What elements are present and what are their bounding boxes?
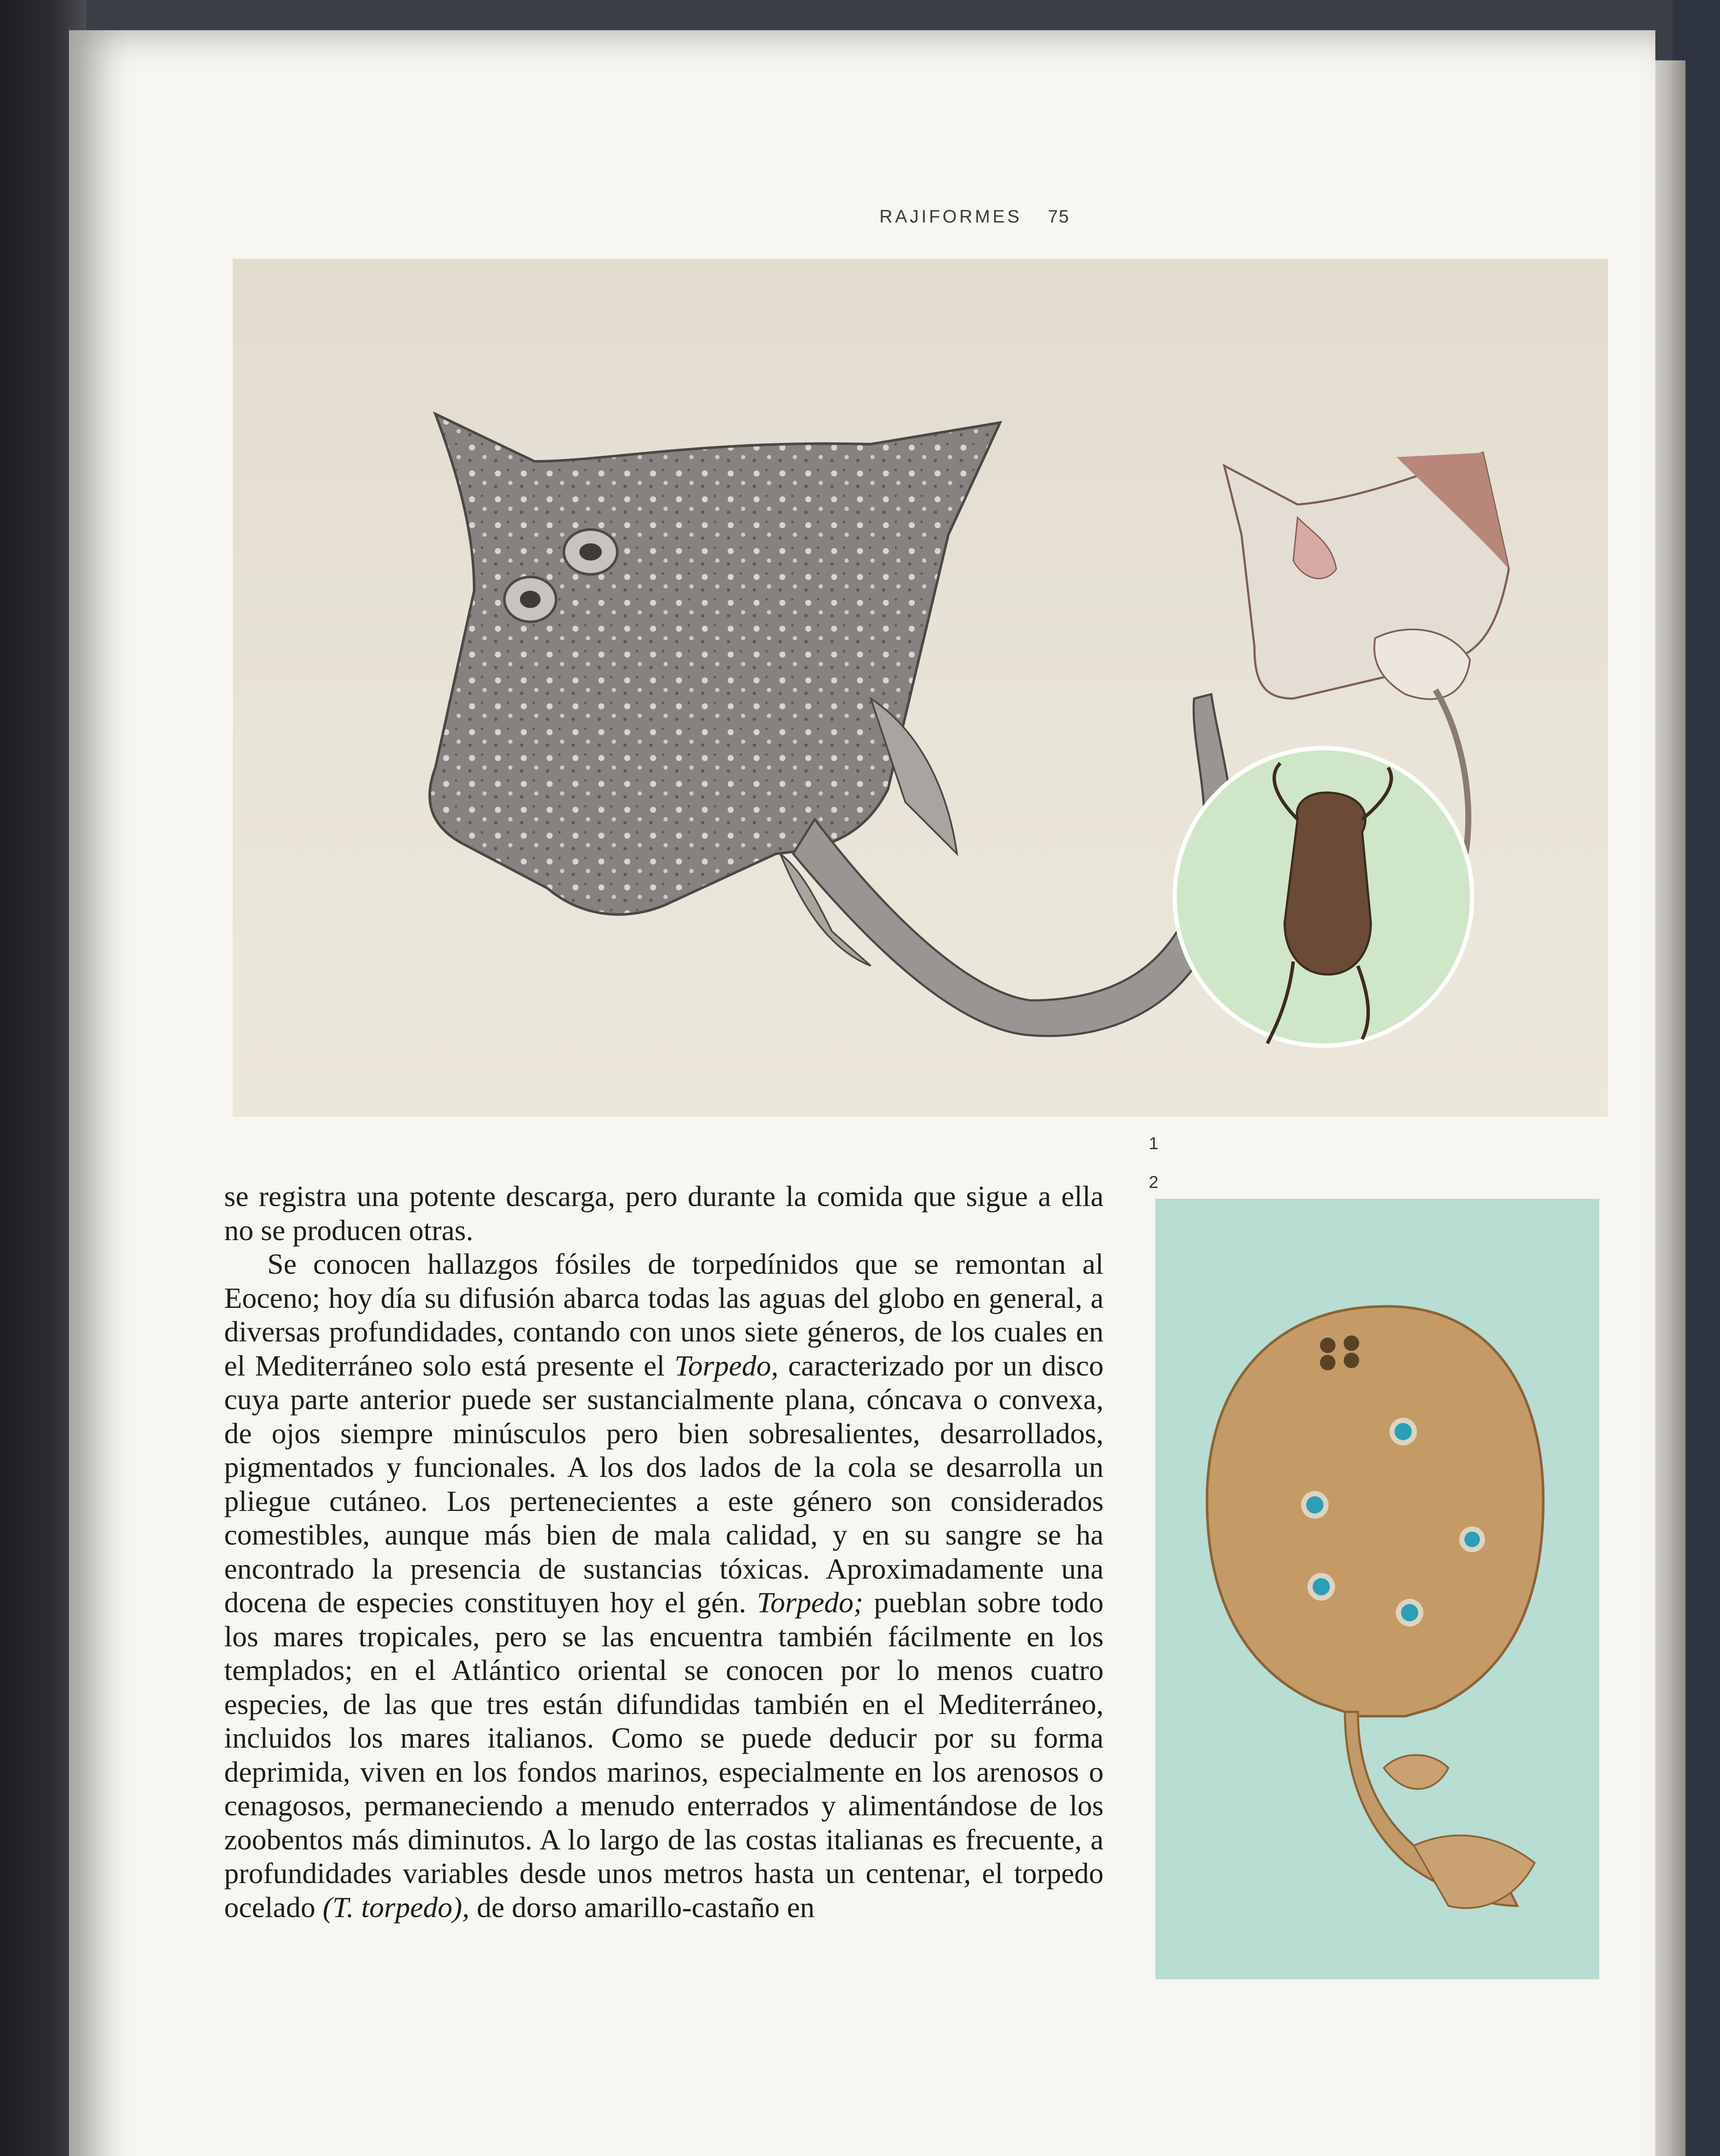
illustration-skates [233, 259, 1608, 1117]
running-head [879, 206, 1121, 227]
illustration-torpedo [1155, 1199, 1599, 1979]
torpedo-ray-figure [1207, 1307, 1543, 1908]
figure-label-1: 1 [1149, 1134, 1159, 1153]
paragraph-2 [224, 1247, 1104, 1924]
body-text [224, 1179, 1104, 1924]
figure-label-2: 2 [1149, 1173, 1159, 1192]
paragraph-2-part-a: Se conocen hallazgos fósiles de torpedínidos que se remontan al Eoceno; hoy día su difusión abarca todas las aguas del globo en general, a diversas profundidades, contando con unos siete géneros, de los cuales en el Mediterráneo solo está presente el [224, 1247, 1104, 1382]
paragraph-2-part-d: de dorso amarillo-castaño en [469, 1890, 815, 1924]
species-name: (T. torpedo), [322, 1890, 470, 1924]
section-title: RAJIFORMES [879, 206, 1022, 226]
paragraph-2-part-c: pueblan sobre todo los mares tropicales, pero se las encuentra también fácilmente en los templados; en el Atlántico oriental se conocen por lo menos cuatro especies, de las que tres están difundidas también en el Mediterráneo, incluidos los mares italianos. Como se puede deducir por su forma deprimida, viven en los fondos marinos, especialmente en los arenosos o cenagosos, permaneciendo a menudo enterrados y alimentándose de los zoobentos más diminutos. A lo largo de las costas italianas es frecuente, a profundidades variables desde unos metros hasta un centenar, el torpedo ocelado [224, 1586, 1104, 1924]
skate-dorsal-figure [430, 414, 1233, 1036]
genus-torpedo-2: Torpedo; [757, 1586, 863, 1619]
skates-drawing [233, 259, 1608, 1117]
paragraph-1: se registra una potente descarga, pero durante la comida que sigue a ella no se producen otras. [224, 1180, 1104, 1247]
genus-torpedo: Torpedo, [674, 1349, 779, 1382]
torpedo-drawing [1155, 1199, 1599, 1979]
paragraph-2-part-b: caracterizado por un disco cuya parte anterior puede ser sustancialmente plana, cóncava o convexa, de ojos siempre minúsculos pero bien sobresalientes, desarrollados, pigmentados y funcionales. A los dos lados de la cola se desarrolla un pliegue cutáneo. Los pertenecientes a este género son considerados comestibles, aunque más bien de mala calidad, y en su sangre se ha encontrado la presencia de sustancias tóxicas. Aproximadamente una docena de especies constituyen hoy el gén. [224, 1349, 1104, 1619]
egg-capsule-figure [1175, 748, 1472, 1046]
page-number: 75 [1048, 206, 1070, 226]
